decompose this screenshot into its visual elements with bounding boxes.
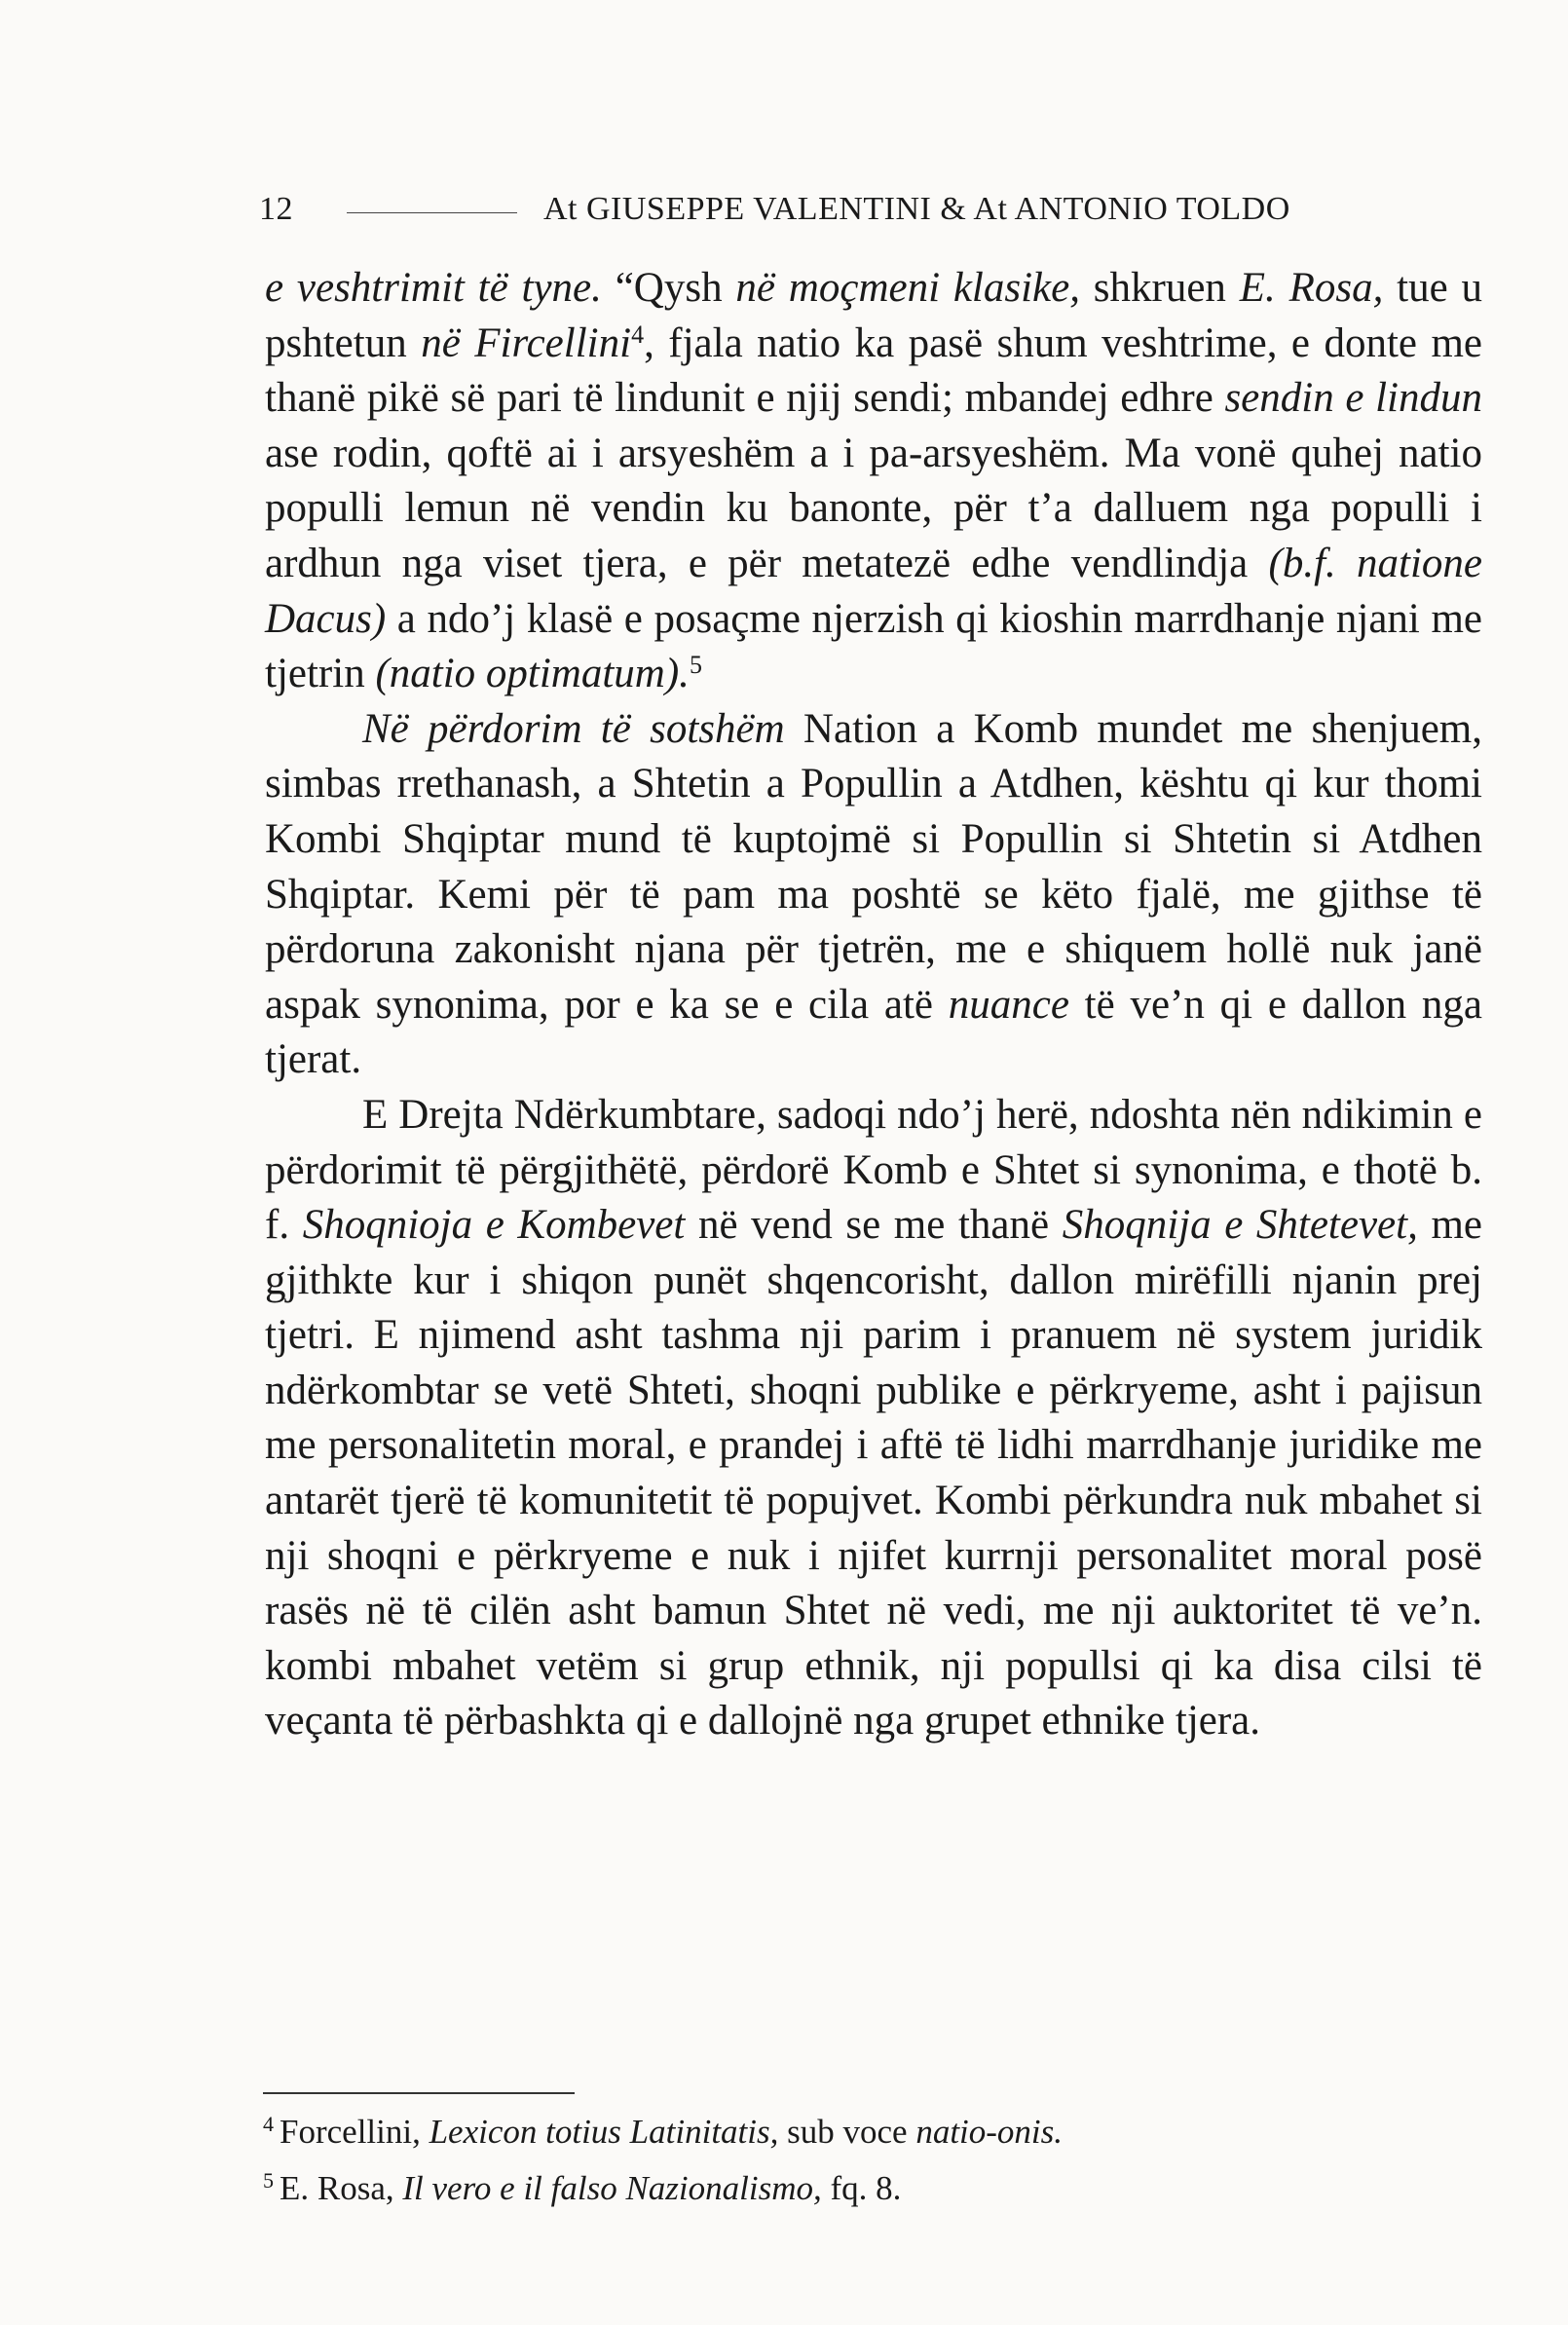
italic-text: E. Rosa, bbox=[1239, 265, 1384, 311]
italic-text: (b.f. natione Dacus) bbox=[265, 540, 1482, 642]
running-head: At GIUSEPPE VALENTINI & At ANTONIO TOLDO bbox=[543, 191, 1290, 227]
text-run: sub voce bbox=[778, 2113, 916, 2151]
page-number: 12 bbox=[259, 191, 293, 227]
italic-text: nuance bbox=[948, 981, 1069, 1028]
footnote-number: 4 bbox=[263, 2112, 274, 2136]
body-text bbox=[265, 261, 1482, 1749]
footnote-rule bbox=[263, 2092, 575, 2094]
text-run: Nation a Komb mundet me shenjuem, simbas rrethanash, a Shtetin a Popullin a Atdhen, kështu qi kur thomi Kombi Shqiptar mund të kuptojmë si Popullin si Shtetin si Atdhen Shqiptar. Kemi për të pam ma poshtë se këto fjalë, me gjithse të përdoruna zakonisht njana për tjetrën, me e shiquem hollë nuk janë aspak synonima, por e ka se e cila atë bbox=[265, 705, 1483, 1028]
italic-text: Lexicon totius Latinitatis, bbox=[429, 2113, 779, 2151]
italic-text: në moçmeni klasike, bbox=[735, 265, 1080, 311]
text-run: E. Rosa, bbox=[280, 2169, 403, 2207]
text-run: a ndo’j klasë e posaçme njerzish qi kioshin marrdhanje njani me tjetrin bbox=[265, 595, 1482, 697]
italic-text: në Fircellini bbox=[421, 319, 632, 366]
italic-text: Në përdorim të sotshëm bbox=[362, 705, 785, 752]
footnote-ref: 5 bbox=[689, 651, 702, 680]
text-run: me gjithkte kur i shiqon punët shqencorisht, dallon mirëfilli njanin prej tjetri. E njimend asht tashma nji parim i pranuem në system juridik ndërkombtar se vetë Shteti, shoqni publike e përkryeme, asht i pajisun me personalitetin moral, e prandej i aftë të lidhi marrdhanje juridike me antarët tjerë të komunitetit të popujvet. Kombi përkundra nuk mbahet si nji shoqni e përkryeme e nuk i njifet kurrnji personalitet moral posë rasës në të cilën asht bamun Shtet në vedi, me nji auktoritet të ve’n. kombi mbahet vetëm si grup ethnik, nji popullsi qi ka disa cilsi të veçanta të përbashkta qi e dallojnë nga grupet ethnike tjera. bbox=[265, 1202, 1482, 1744]
italic-text: Shoqnioja e Kombevet bbox=[302, 1202, 686, 1249]
text-run: ase rodin, qoftë ai i arsyeshëm a i pa-arsyeshëm. Ma vonë quhej natio populli lemun në vendin ku banonte, për t’a dalluem nga populli i ardhun nga viset tjera, e për metatezë edhe vendlindja bbox=[265, 430, 1482, 586]
text-run: “Qysh bbox=[601, 265, 736, 311]
italic-text: (natio optimatum). bbox=[375, 651, 690, 697]
text-run: , fjala natio ka pasë shum veshtrime, e donte me thanë pikë së pari të lindunit e njij sendi; mbandej edhre bbox=[265, 319, 1483, 422]
paragraph bbox=[265, 702, 1482, 1088]
text-run: në vend se me thanë bbox=[685, 1202, 1063, 1249]
footnote bbox=[263, 2156, 1480, 2213]
text-run: shkruen bbox=[1079, 265, 1240, 311]
text-run: fq. 8. bbox=[821, 2169, 902, 2207]
italic-text: Shoqnija e Shtetevet, bbox=[1062, 1202, 1418, 1249]
italic-text: natio-onis. bbox=[915, 2113, 1064, 2151]
paragraph bbox=[265, 1088, 1482, 1749]
footnote-number: 5 bbox=[263, 2168, 274, 2193]
text-run: Forcellini, bbox=[280, 2113, 429, 2151]
text-run: të ve’n qi e dallon nga tjerat. bbox=[265, 981, 1482, 1083]
italic-text: e veshtrimit të tyne. bbox=[265, 265, 602, 311]
text-run: E Drejta Ndërkumbtare, sadoqi ndo’j herë, ndoshta nën ndikimin e përdorimit të përgjithëtë, përdorë Komb e Shtet si synonima, e thotë b. f. bbox=[265, 1091, 1482, 1249]
footnotes bbox=[263, 2100, 1480, 2213]
italic-text: Il vero e il falso Nazionalismo, bbox=[402, 2169, 822, 2207]
paragraph bbox=[265, 261, 1482, 702]
header-rule bbox=[347, 212, 517, 213]
footnote bbox=[263, 2100, 1480, 2156]
footnote-ref: 4 bbox=[631, 319, 645, 349]
text-run: tue u pshtetun bbox=[265, 265, 1482, 366]
italic-text: sendin e lindun bbox=[1224, 375, 1482, 422]
